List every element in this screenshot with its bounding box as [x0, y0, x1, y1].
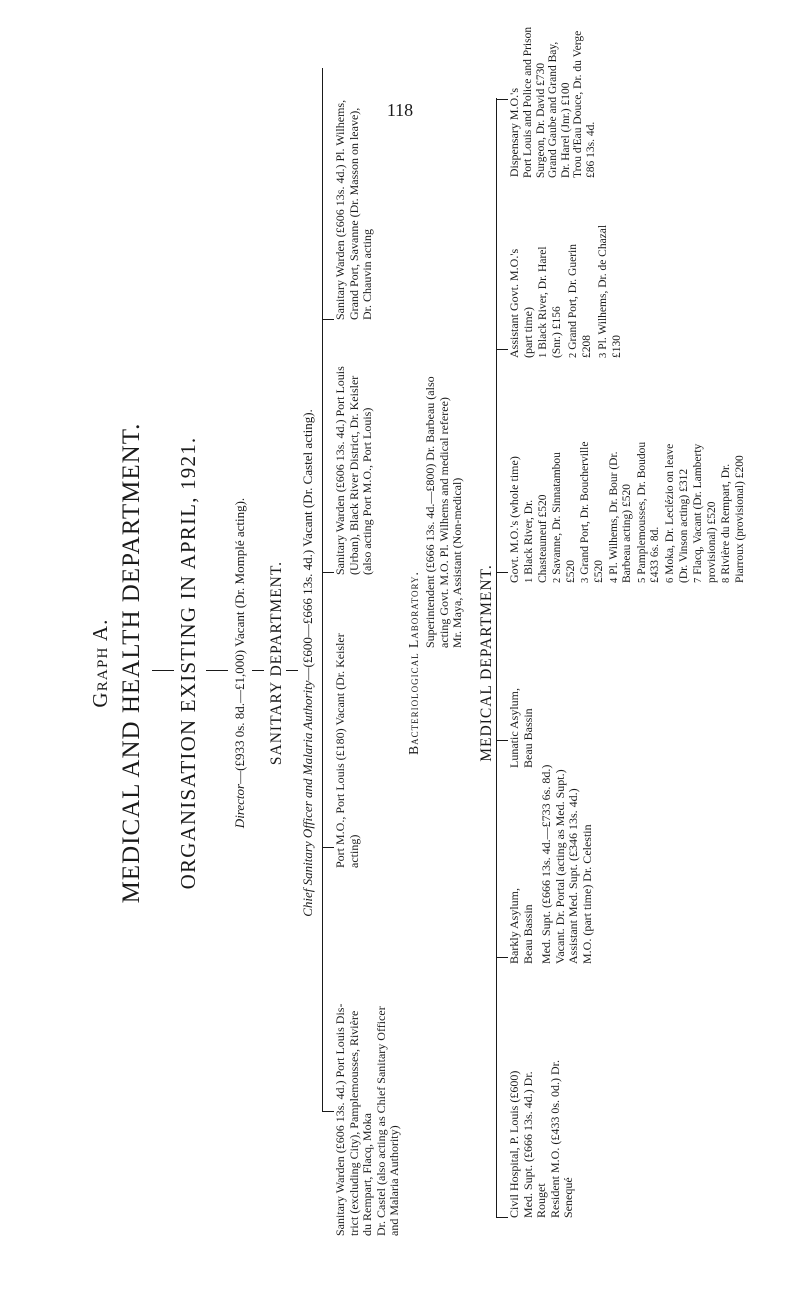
asst-govt-mos-list: [537, 148, 628, 358]
laboratory-heading: Bacteriological Laboratory.: [406, 571, 421, 755]
sanitary-warden-port-louis-district: Sanitary Warden (£606 13s. 4d.) Port Louis Dis- trict (excluding City), Pamplemousses, Rivière du Rempart, Flacq, Moka Dr. Castel (also acting as Chief Sanitary Officer and Malaria Authority): [333, 1003, 401, 1236]
govt-mo-item: 5Pamplemousses, Dr. Boudou £433 6s. 8d.: [635, 441, 662, 583]
sanitary-connector: [286, 670, 298, 671]
govt-mo-item: 8Rivière du Rempart, Dr. Piarroux (provisional) £200: [720, 455, 746, 583]
dispensary-list: Port Louis and Police and Prison Surgeon, Dr. David £730 Grand Gaube and Grand Bay, Dr. Harel (Jnr.) £100 Trou d'Eau Douce, Dr. du Verge £86 13s. 4d.: [522, 26, 597, 178]
chief-sanitary-label: Chief Sanitary Officer and Malaria Authority: [300, 680, 315, 917]
chief-sanitary-line: [300, 88, 316, 1238]
govt-mo-item: 3Grand Port, Dr. Boucherville £520: [579, 441, 605, 583]
sanitary-warden-pl-wilhems: Sanitary Warden (£606 13s. 4d.) Pl. Wilhems, Grand Port, Savanne (Dr. Masson on leave), Dr. Chauvin acting: [333, 99, 374, 320]
barkly-asylum: Barkly Asylum, Beau Bassin: [507, 887, 535, 964]
page-subtitle: ORGANISATION EXISTING IN APRIL, 1921.: [176, 436, 200, 890]
govt-mo-item: 2Savanne, Dr. Sinnatambou £520: [551, 452, 577, 583]
organisation-chart: [60, 26, 760, 1238]
director-line: [232, 88, 248, 1238]
chief-sanitary-text: —(£600—£666 13s. 4d.) Vacant (Dr. Castel acting).: [300, 409, 315, 681]
govt-mo-item: 7Flacq, Vacant (Dr. Lamberty provisional) £520: [692, 443, 718, 583]
sanitary-heading: SANITARY DEPARTMENT.: [268, 560, 285, 766]
civil-hospital: Civil Hospital, P. Louis (£600) Med. Supt. (£666 13s. 4d.) Dr. Rouget Resident M.O. (£433 0s. 0d.) Dr. Senequé: [507, 1060, 575, 1218]
director-label: Director: [232, 783, 247, 829]
director-text: —(£933 0s. 8d.—£1,000) Vacant (Dr. Momplé acting).: [232, 497, 247, 784]
govt-mo-item: 4Pl. Wilhems, Dr. Bour (Dr. Barbeau acting) £520: [607, 451, 634, 583]
medical-branch: [496, 98, 497, 1218]
graph-label: Graph A.: [88, 618, 112, 708]
laboratory-staff: Superintendent (£666 13s. 4d.—£800) Dr. Barbeau (also acting Govt. M.O. Pl. Wilhems and medical referee) Mr. Maya, Assistant (Non-medical): [423, 376, 464, 648]
director-connector: [252, 670, 264, 671]
asylum-staff: Med. Supt. (£666 13s. 4d.—£733 6s. 8d.) Vacant. Dr. Portal (acting as Med. Supt.) Assistant Med. Supt. (£346 13s. 4d.) M.O. (part time) Dr. Celestin: [539, 764, 594, 964]
asst-govt-mo-item: 3Pl. Wilhems, Dr. de Chazal £130: [597, 224, 623, 358]
asst-govt-mos-heading: Assistant Govt. M.O.'s (part time): [507, 248, 535, 358]
page-number: 118: [386, 100, 414, 120]
govt-mos-list: [523, 353, 749, 583]
asst-govt-mo-item: 1Black River, Dr. Harel (Snr.) £156: [537, 246, 563, 358]
dispensary-heading: Dispensary M.O.'s: [507, 88, 521, 178]
medical-heading: MEDICAL DEPARTMENT.: [478, 564, 495, 762]
govt-mo-item: 6Moka, Dr. Leclézio on leave (Dr. Vinson acting) £312: [663, 443, 690, 583]
asst-govt-mo-item: 2Grand Port, Dr. Guerin £208: [567, 244, 593, 358]
port-medical-officer: Port M.O., Port Louis (£180) Vacant (Dr. Keisler acting): [333, 633, 361, 868]
title-connector: [152, 670, 174, 671]
sanitary-warden-port-louis-urban: Sanitary Warden (£606 13s. 4d.) Port Louis (Urban), Black River District, Dr. Keisler (also acting Port M.O., Port Louis): [333, 366, 374, 575]
lunatic-asylum: Lunatic Asylum, Beau Bassin: [507, 688, 535, 768]
govt-mo-item: 1Black River, Dr. Chasteauneuf £520: [523, 494, 549, 583]
subtitle-connector: [206, 670, 228, 671]
govt-mos-heading: Govt. M.O.'s (whole time): [507, 456, 521, 583]
page-title: MEDICAL AND HEALTH DEPARTMENT.: [118, 422, 145, 904]
wardens-branch: [322, 68, 323, 1112]
